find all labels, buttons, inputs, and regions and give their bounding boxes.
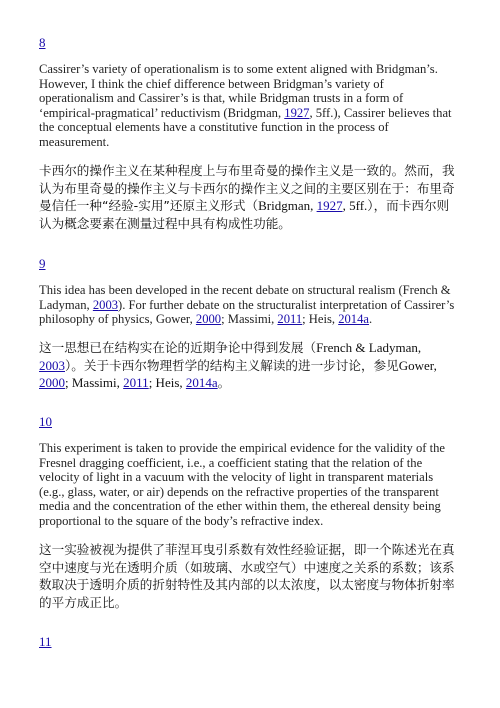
footnote-number-link[interactable]: 9 [39, 256, 46, 271]
text-line: 这一实验被视为提供了菲涅耳曳引系数有效性经验证据，即一个陈述光在真 [39, 542, 455, 557]
text-line: 卡西尔的操作主义在某种程度上与布里奇曼的操作主义是一致的。然而，我 [39, 163, 455, 178]
text-line: the conceptual elements have a constitutive function in the process of [39, 120, 389, 135]
citation-link[interactable]: 2011 [277, 312, 303, 327]
text-line: 认为概念要素在测量过程中具有构成性功能。 [39, 215, 291, 231]
text-fragment: , 5ff. [342, 198, 368, 214]
citation-link[interactable]: 2014a [338, 312, 369, 327]
footnote-chinese-text [39, 339, 437, 392]
text-line: proportional to the square of the body’s refractive index. [39, 513, 324, 528]
text-line: operationalism and Cassirer’s is that, while Bridgman trusts in a form of [39, 91, 404, 106]
text-fragment: ）。关于卡西尔物理哲学的结构主义解读的进一步讨论，参见 [65, 357, 399, 373]
text-line: However, I think the chief difference between Bridgman’s variety of [39, 76, 384, 91]
text-fragment: 曼信任一种“经验-实用”还原主义形式（ [39, 198, 259, 214]
text-line: This experiment is taken to provide the empirical evidence for the validity of the [39, 441, 446, 455]
text-fragment: Bridgman, [258, 198, 317, 214]
text-line: This idea has been developed in the recent debate on structural realism (French & [39, 283, 451, 297]
citation-link[interactable]: 2000 [195, 312, 222, 327]
footnote-number-link[interactable]: 10 [39, 414, 52, 429]
footnote-english-text [39, 283, 454, 327]
citation-link[interactable]: 2011 [123, 375, 149, 391]
text-fragment: ; Heis, [302, 312, 339, 327]
citation-link[interactable]: 2014a [185, 375, 218, 391]
text-fragment: , 5ff.), Cassirer believes that [309, 105, 452, 120]
text-fragment: ），而卡西尔则 [367, 198, 450, 214]
text-fragment: . [368, 312, 373, 327]
text-line: Fresnel dragging coefficient, i.e., a coefficient stating that the relation of the [39, 455, 423, 470]
text-fragment: Gower, [398, 357, 437, 373]
citation-link[interactable]: 2003 [92, 297, 119, 312]
text-fragment: ; Heis, [148, 375, 186, 391]
citation-link[interactable]: 2003 [39, 357, 65, 373]
citation-link[interactable]: 2000 [39, 375, 65, 391]
text-line: Cassirer’s variety of operationalism is to some extent aligned with Bridgman’s. [39, 62, 438, 76]
text-fragment: French & Ladyman, [316, 340, 422, 355]
text-line: (e.g., glass, water, or air) depends on the refractive properties of the transparent [39, 484, 439, 499]
text-line: 认为布里奇曼的操作主义与卡西尔的操作主义之间的主要区别在于：布里奇 [39, 180, 455, 196]
text-line: 的平方成正比。 [39, 594, 128, 610]
text-line: media and the concentration of the ether within them, the ethereal density being [39, 499, 441, 514]
text-fragment: ; Massimi, [65, 375, 124, 391]
text-line: measurement. [39, 134, 110, 149]
text-fragment: 这一思想已在结构实在论的近期争论中得到发展（ [39, 340, 317, 355]
footnote-english-text [39, 62, 452, 150]
text-line: 数取决于透明介质的折射特性及其内部的以太浓度，以太密度与物体折射率 [39, 577, 455, 593]
text-fragment: ; Massimi, [221, 312, 278, 327]
text-fragment: 。 [217, 375, 231, 391]
text-fragment: ). For further debate on the structuralist interpretation of Cassirer’s [118, 297, 455, 312]
citation-link[interactable]: 1927 [316, 198, 343, 214]
footnote-number-link[interactable]: 8 [39, 35, 46, 50]
text-fragment: philosophy of physics, Gower, [39, 312, 196, 327]
citation-link[interactable]: 1927 [284, 105, 310, 120]
footnote-number-link[interactable]: 11 [39, 634, 52, 649]
footnote-english-text [39, 441, 445, 529]
footnote-chinese-text [39, 541, 455, 611]
footnote-chinese-text [39, 162, 455, 232]
text-fragment: Ladyman, [39, 297, 93, 312]
text-line: 空中速度与光在透明介质（如玻璃、水或空气）中速度之关系的系数；该系 [39, 559, 455, 575]
text-line: velocity of light in a vacuum with the velocity of light in transparent materials [39, 470, 434, 485]
text-fragment: ‘empirical-pragmatical’ reductivism (Bridgman, [39, 105, 285, 120]
